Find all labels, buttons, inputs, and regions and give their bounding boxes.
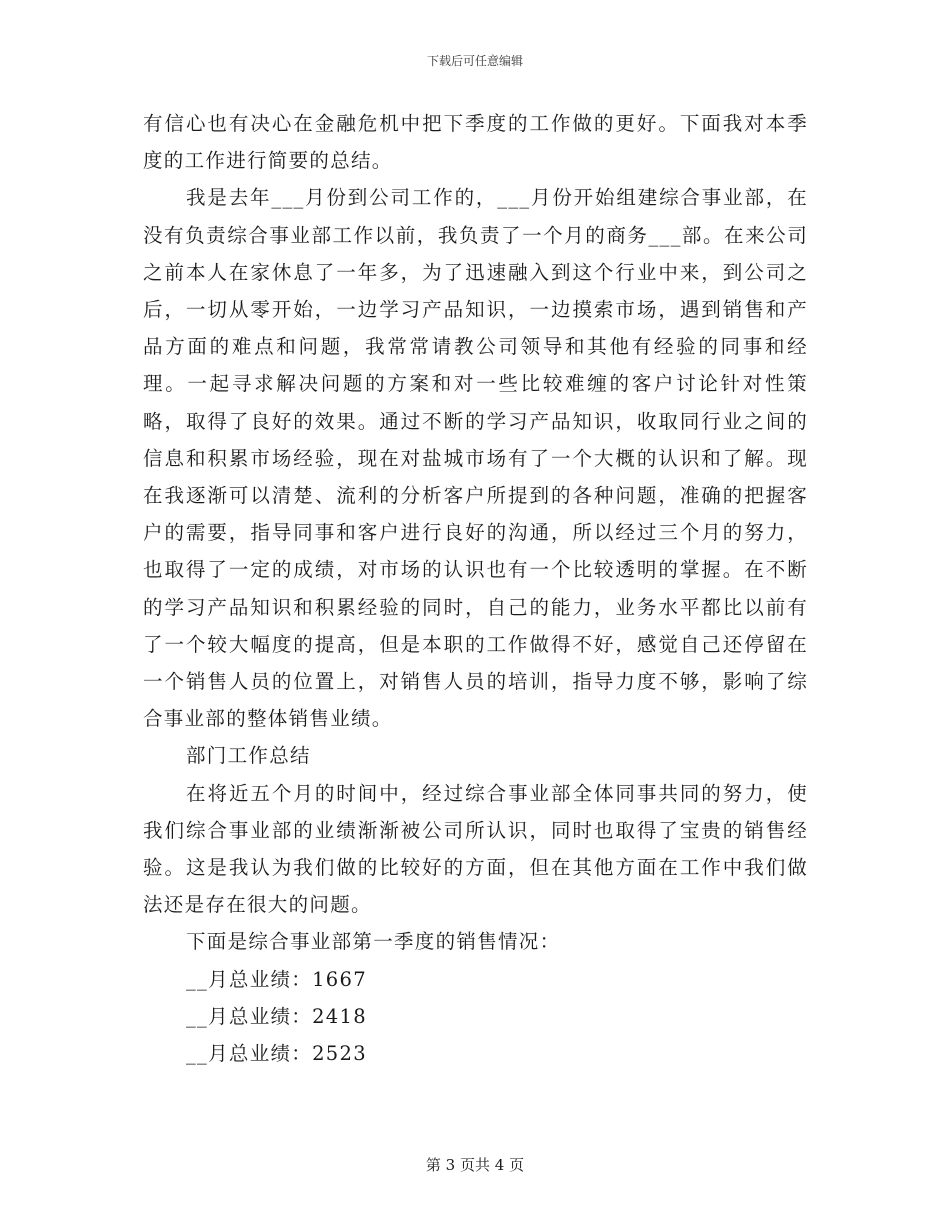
sales-line: __月总业绩：2523	[186, 1042, 367, 1066]
body-paragraph: 有信心也有决心在金融危机中把下季度的工作做的更好。下面我对本季度的工作进行简要的总结。	[143, 112, 808, 173]
sales-line: __月总业绩：2418	[186, 1004, 367, 1028]
section-heading: 部门工作总结	[186, 744, 311, 768]
page-number: 第 3 页共 4 页	[425, 1156, 525, 1174]
page-header-note: 下载后可任意编辑	[426, 54, 523, 68]
sales-line: __月总业绩：1667	[186, 967, 367, 991]
body-paragraph: 下面是综合事业部第一季度的销售情况：	[186, 930, 561, 954]
body-paragraph: 我是去年___月份到公司工作的，___月份开始组建综合事业部，在没有负责综合事业部工作以前，我负责了一个月的商务___部。在来公司之前本人在家休息了一年多，为了迅速融入到这个行业中来，到公司之后，一切从零开始，一边学习产品知识，一边摸索市场，遇到销售和产品方面的难点和问题，我常常请教公司领导和其他有经验的同事和经理。一起寻求解决问题的方案和对一些比较难缠的客户讨论针对性策略，取得了良好的效果。通过不断的学习产品知识，收取同行业之间的信息和积累市场经验，现在对盐城市场有了一个大概的认识和了解。现在我逐渐可以清楚、流利的分析客户所提到的各种问题，准确的把握客户的需要，指导同事和客户进行良好的沟通，所以经过三个月的努力，也取得了一定的成绩，对市场的认识也有一个比较透明的掌握。在不断的学习产品知识和积累经验的同时，自己的能力，业务水平都比以前有了一个较大幅度的提高，但是本职的工作做得不好，感觉自己还停留在一个销售人员的位置上，对销售人员的培训，指导力度不够，影响了综合事业部的整体销售业绩。	[143, 186, 808, 731]
document-body	[143, 105, 808, 1072]
body-paragraph: 在将近五个月的时间中，经过综合事业部全体同事共同的努力，使我们综合事业部的业绩渐渐被公司所认识，同时也取得了宝贵的销售经验。这是我认为我们做的比较好的方面，但在其他方面在工作中我们做法还是存在很大的问题。	[143, 781, 808, 917]
